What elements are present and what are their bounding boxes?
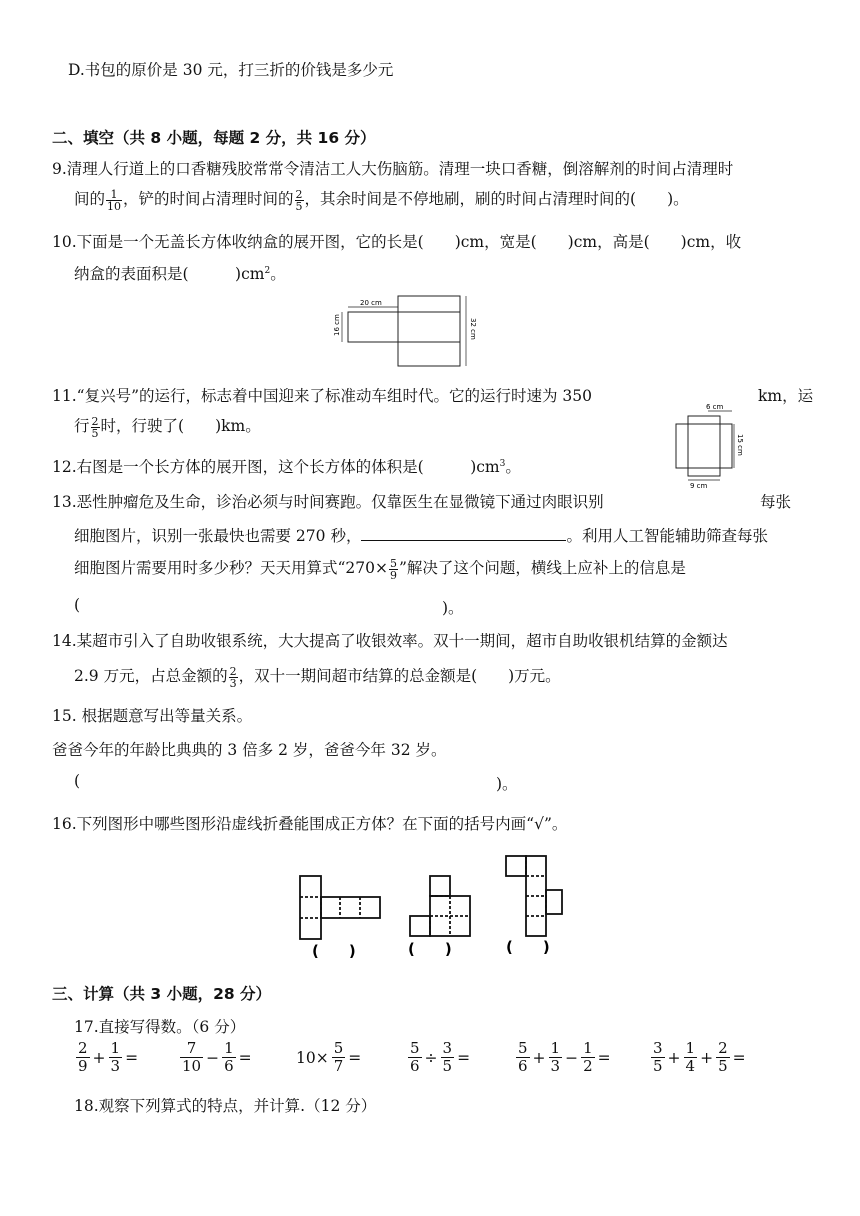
question-13-line-2: 细胞图片，识别一张最快也需要 270 秒， 。利用人工智能辅助筛查每张: [74, 527, 768, 545]
cube-nets-figure: [280, 848, 580, 960]
expression-1: $\frac{2}{9}$ + $\frac{1}{3}$ =: [78, 1039, 139, 1075]
question-10-line-2: 纳盒的表面积是( )$cm^2$。: [74, 265, 286, 283]
question-12: 12.右图是一个长方体的展开图，这个长方体的体积是( )$cm^3$。: [52, 458, 521, 476]
question-15-line-2: 爸爸今年的年龄比典典的 3 倍多 2 岁，爸爸今年 32 岁。: [52, 741, 447, 759]
height-label: 16 cm: [333, 314, 341, 336]
net-1-answer-paren[interactable]: ( ): [312, 942, 356, 960]
section-2-heading: 二、填空（共 8 小题，每题 2 分，共 16 分）: [52, 129, 376, 147]
net-3-answer-paren[interactable]: ( ): [506, 938, 550, 956]
question-17-title: 17.直接写得数。（6 分）: [74, 1018, 246, 1036]
question-11-line-1: 11.“复兴号”的运行，标志着中国迎来了标准动车组时代。它的运行时速为 350: [52, 387, 593, 405]
fraction: $\frac{5}{9}$: [390, 556, 397, 582]
question-10-line-1: 10.下面是一个无盖长方体收纳盒的展开图，它的长是( )cm，宽是( )cm，高是( )cm，收: [52, 233, 742, 251]
question-9-line-2: 间的 $\frac{1}{10}$ ，铲的时间占清理时间的 $\frac{2}{5}$ ，其余时间是不停地刷，刷的时间占清理时间的( )。: [74, 187, 689, 213]
cuboid-net-figure: [668, 404, 750, 490]
cube-net-2: [410, 876, 470, 936]
question-18-title: 18.观察下列算式的特点，并计算.（12 分）: [74, 1097, 377, 1115]
question-13-answer-open[interactable]: (: [74, 596, 81, 614]
section-3-heading: 三、计算（共 3 小题，28 分）: [52, 985, 272, 1003]
question-15-answer-close: )。: [496, 775, 518, 793]
width-label: 20 cm: [360, 299, 382, 307]
expression-3: 10× $\frac{5}{7}$ =: [296, 1039, 362, 1075]
expression-6: $\frac{3}{5}$ + $\frac{1}{4}$ + $\frac{2}{5}$ =: [653, 1039, 746, 1075]
question-13-line-1: 13.恶性肿瘤危及生命，诊治必须与时间赛跑。仅靠医生在显微镜下通过肉眼识别: [52, 493, 604, 511]
question-11-line-1-end: km，运: [758, 387, 814, 405]
fraction: $\frac{2}{5}$: [91, 414, 99, 440]
question-9-line-1: 9.清理人行道上的口香糖残胶常常令清洁工人大伤脑筋。清理一块口香糖，倒溶解剂的时间占清理时: [52, 160, 734, 178]
expression-4: $\frac{5}{6}$ ÷ $\frac{3}{5}$ =: [410, 1039, 471, 1075]
expression-2: $\frac{7}{10}$ − $\frac{1}{6}$ =: [182, 1039, 252, 1075]
question-14-line-1: 14.某超市引入了自助收银系统，大大提高了收银效率。双十一期间，超市自助收银机结算的金额达: [52, 632, 728, 650]
net-2-answer-paren[interactable]: ( ): [408, 940, 452, 958]
fraction: $\frac{2}{3}$: [229, 664, 237, 690]
box-net-figure: [330, 292, 480, 374]
right-label: 15 cm: [736, 434, 744, 456]
length-label: 32 cm: [469, 318, 477, 340]
question-13-line-1-end: 每张: [760, 493, 792, 511]
question-8-option-d: D.书包的原价是 30 元，打三折的价钱是多少元: [68, 61, 394, 79]
cube-net-1: [300, 876, 380, 939]
question-15-answer-open[interactable]: (: [74, 772, 81, 790]
question-15-line-1: 15. 根据题意写出等量关系。: [52, 707, 253, 725]
cube-net-3: [506, 856, 562, 936]
question-14-line-2: 2.9 万元，占总金额的 $\frac{2}{3}$ ，双十一期间超市结算的总金额是( )万元。: [74, 664, 561, 690]
fraction: $\frac{2}{5}$: [295, 187, 303, 213]
question-13-line-3: 细胞图片需要用时多少秒？天天用算式“270× $\frac{5}{9}$ ”解决了这个问题，横线上应补上的信息是: [74, 556, 686, 582]
bottom-label: 9 cm: [690, 482, 708, 490]
expression-5: $\frac{5}{6}$ + $\frac{1}{3}$ − $\frac{1}{2}$ =: [518, 1039, 611, 1075]
fraction: $\frac{1}{10}$: [107, 187, 122, 213]
top-label: 6 cm: [706, 404, 724, 411]
question-13-answer-close: )。: [442, 599, 464, 617]
answer-blank-line[interactable]: [361, 526, 566, 541]
question-16-line-1: 16.下列图形中哪些图形沿虚线折叠能围成正方体？在下面的括号内画“√”。: [52, 815, 568, 833]
question-11-line-2: 行 $\frac{2}{5}$ 时，行驶了( )km。: [74, 414, 261, 440]
